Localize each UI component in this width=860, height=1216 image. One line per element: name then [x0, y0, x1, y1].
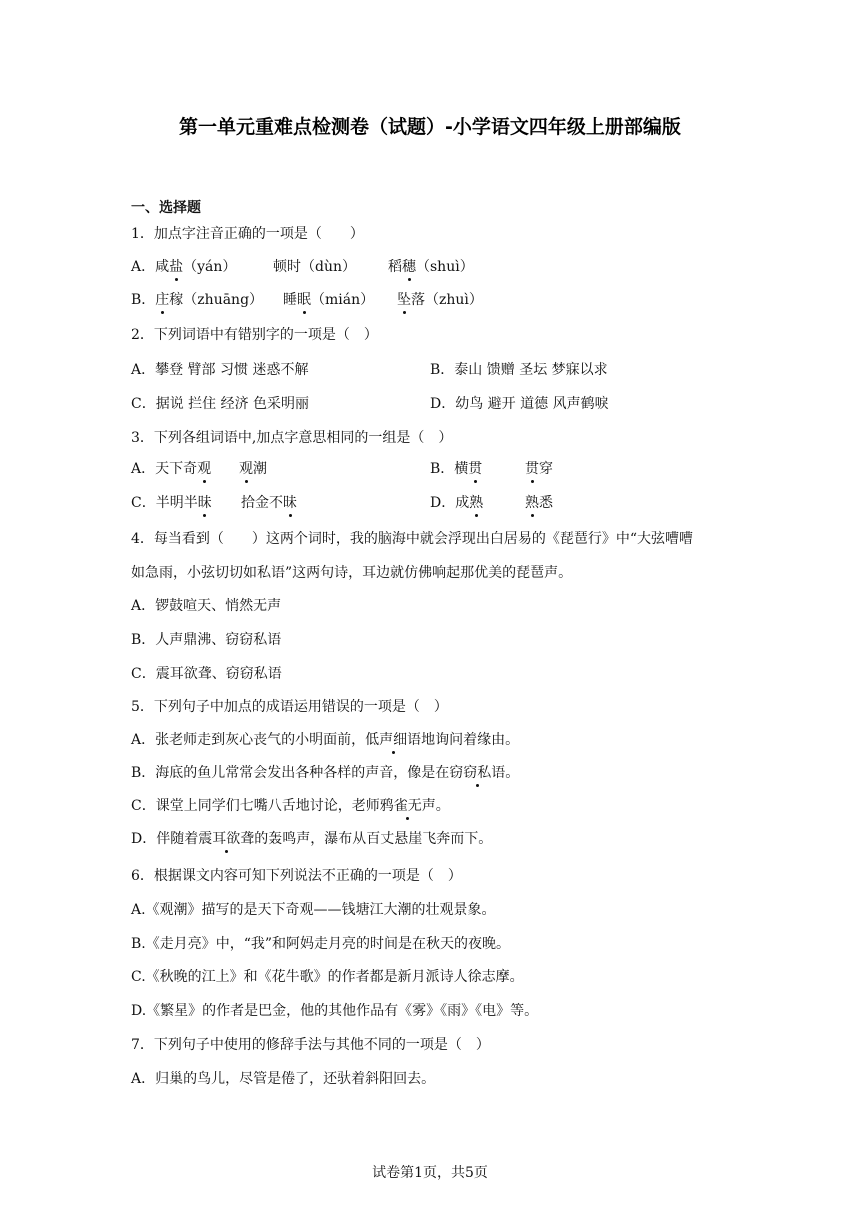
section-heading: 一、选择题 — [131, 200, 201, 216]
question-4-option-a: A．锣鼓喧天、悄然无声 — [131, 598, 282, 614]
document-title: 第一单元重难点检测卷（试题）-小学语文四年级上册部编版 — [179, 116, 681, 138]
question-2-option-b: B．泰山 馈赠 圣坛 梦寐以求 — [430, 362, 608, 378]
question-5-option-b: B．海底的鱼儿常常会发出各种各样的声音，像是在窃窃私语。 — [131, 765, 520, 781]
dotted-char: 庄 — [155, 292, 170, 308]
question-3-option-c: C．半明半昧 — [131, 495, 212, 511]
question-3-option-a: A．天下奇观 — [131, 461, 212, 477]
dotted-char: 熟 — [525, 495, 539, 511]
question-5-option-d: D．伴随着震耳欲聋的轰鸣声，瀑布从百丈悬崖飞奔而下。 — [131, 831, 493, 847]
dotted-idiom: 低声细语 — [365, 732, 422, 748]
dotted-char: 盐 — [169, 259, 184, 275]
question-6-option-c: C.《秋晚的江上》和《花牛歌》的作者都是新月派诗人徐志摩。 — [131, 969, 524, 985]
question-2-option-d: D．幼鸟 避开 道德 风声鹤唳 — [430, 396, 609, 412]
question-3-option-d-second: 熟悉 — [525, 495, 553, 511]
question-4-stem-line-2: 如急雨，小弦切切如私语”这两句诗，耳边就仿佛响起那优美的琵琶声。 — [131, 565, 573, 581]
question-2-option-a: A．攀登 臂部 习惯 迷惑不解 — [131, 362, 309, 378]
question-3-option-b: B．横贯 — [430, 461, 483, 477]
question-4-stem-line-1: 4．每当看到（ ）这两个词时，我的脑海中就会浮现出白居易的《琵琶行》中“大弦嘈嘈 — [131, 531, 694, 547]
question-3-option-c-second: 拾金不昧 — [241, 495, 297, 511]
question-5-option-a: A．张老师走到灰心丧气的小明面前，低声细语地询问着缘由。 — [131, 732, 520, 748]
question-7-stem: 7．下列句子中使用的修辞手法与其他不同的一项是（ ） — [131, 1037, 490, 1053]
question-2-stem: 2．下列词语中有错别字的一项是（ ） — [131, 327, 378, 343]
q1b-part-1: B．庄稼（zhuāng） — [131, 292, 264, 308]
question-6-option-a: A.《观潮》描写的是天下奇观——钱塘江大潮的壮观景象。 — [131, 902, 496, 918]
q1a-part-2: 顿时（dùn） — [273, 259, 356, 275]
dotted-char: 观 — [197, 461, 212, 477]
dotted-char: 穗 — [402, 259, 416, 275]
q1a-part-3: 稻穗（shuì） — [388, 259, 474, 275]
dotted-char: 昧 — [197, 495, 212, 511]
dotted-idiom: 鸦雀无声 — [379, 798, 436, 814]
dotted-char: 熟 — [469, 495, 484, 511]
question-2-option-c: C．据说 拦住 经济 色采明丽 — [131, 396, 310, 412]
question-3-option-d: D．成熟 — [430, 495, 484, 511]
dotted-idiom: 窃窃私语 — [449, 765, 506, 781]
question-3-option-a-second: 观潮 — [239, 461, 267, 477]
q1b-part-3: 坠落（zhuì） — [397, 292, 483, 308]
q1b-part-2: 睡眠（mián） — [283, 292, 375, 308]
dotted-char: 坠 — [397, 292, 411, 308]
dotted-char: 观 — [239, 461, 253, 477]
question-5-stem: 5．下列句子中加点的成语运用错误的一项是（ ） — [131, 699, 448, 715]
dotted-char: 贯 — [525, 461, 539, 477]
dotted-char: 昧 — [283, 495, 297, 511]
q1a-part-1: A．咸盐（yán） — [131, 259, 237, 275]
question-3-option-b-second: 贯穿 — [525, 461, 553, 477]
page-footer: 试卷第1页，共5页 — [372, 1165, 488, 1181]
question-7-option-a: A．归巢的鸟儿，尽管是倦了，还驮着斜阳回去。 — [131, 1071, 436, 1087]
question-6-stem: 6．根据课文内容可知下列说法不正确的一项是（ ） — [131, 868, 462, 884]
question-1-stem: 1．加点字注音正确的一项是（ ） — [131, 226, 364, 242]
dotted-char: 眠 — [297, 292, 311, 308]
question-3-stem: 3．下列各组词语中,加点字意思相同的一组是（ ） — [131, 430, 453, 446]
question-5-option-c: C．课堂上同学们七嘴八舌地讨论，老师鸦雀无声。 — [131, 798, 450, 814]
question-6-option-d: D.《繁星》的作者是巴金，他的其他作品有《雾》《雨》《电》等。 — [131, 1003, 539, 1019]
question-4-option-b: B．人声鼎沸、窃窃私语 — [131, 632, 282, 648]
dotted-idiom: 震耳欲聋 — [198, 831, 255, 847]
dotted-char: 贯 — [468, 461, 483, 477]
question-4-option-c: C．震耳欲聋、窃窃私语 — [131, 666, 282, 682]
question-6-option-b: B.《走月亮》中，“我”和阿妈走月亮的时间是在秋天的夜晚。 — [131, 936, 511, 952]
